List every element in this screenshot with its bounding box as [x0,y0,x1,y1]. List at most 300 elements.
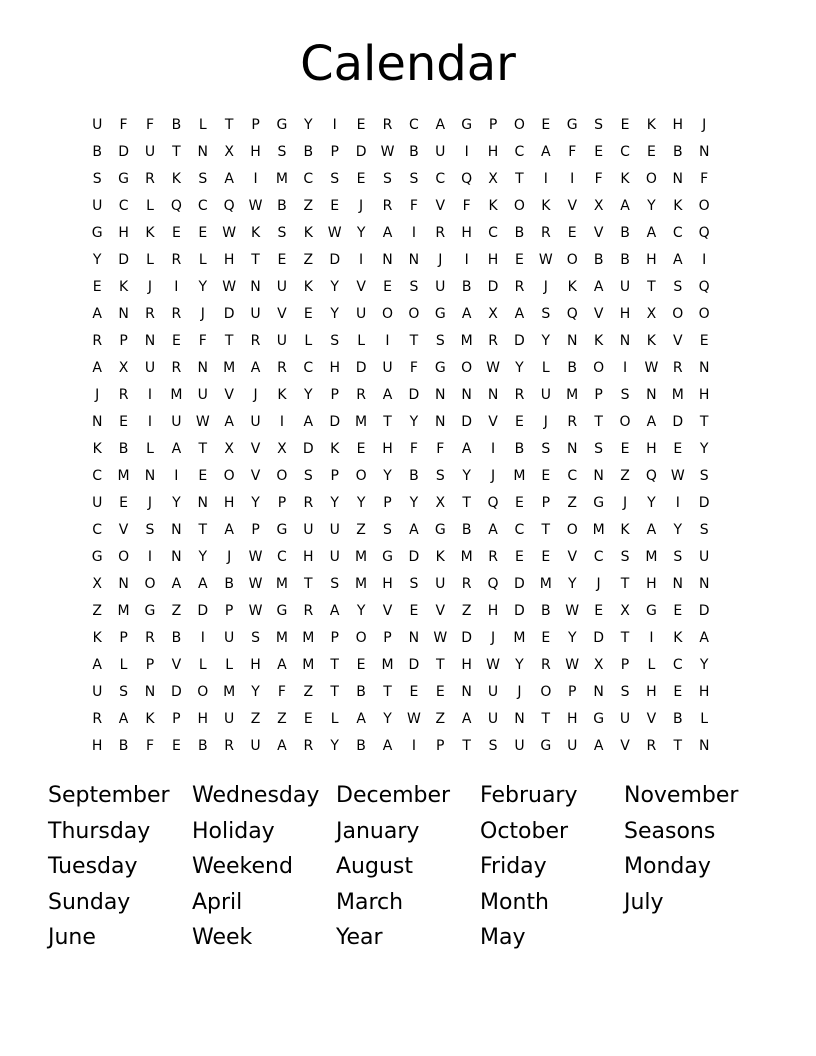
grid-letter[interactable]: Q [487,495,499,511]
grid-letter[interactable]: Y [304,387,313,403]
grid-letter[interactable]: A [461,306,472,322]
grid-letter[interactable]: I [200,630,205,646]
grid-letter[interactable]: S [594,117,604,133]
grid-letter[interactable]: H [619,306,631,322]
grid-letter[interactable]: O [619,414,631,430]
grid-letter[interactable]: V [356,279,366,295]
grid-letter[interactable]: K [488,198,498,214]
grid-letter[interactable]: K [250,225,261,241]
grid-letter[interactable]: F [409,360,418,376]
grid-letter[interactable]: W [248,549,263,565]
grid-letter[interactable]: P [119,630,128,646]
grid-letter[interactable]: F [568,144,577,160]
grid-letter[interactable]: D [698,603,710,619]
grid-letter[interactable]: V [382,603,393,619]
grid-letter[interactable]: K [118,279,129,295]
grid-letter[interactable]: B [514,441,525,457]
grid-letter[interactable]: R [514,387,525,403]
grid-letter[interactable]: R [382,198,393,214]
grid-letter[interactable]: A [92,306,102,322]
grid-letter[interactable]: O [513,117,525,133]
grid-letter[interactable]: N [91,414,103,430]
grid-letter[interactable]: G [91,549,103,565]
grid-letter[interactable]: T [515,171,524,187]
grid-letter[interactable]: H [646,252,657,268]
grid-letter[interactable]: P [620,657,630,673]
grid-letter[interactable]: N [461,387,472,403]
grid-letter[interactable]: B [461,522,472,538]
grid-letter[interactable]: D [672,414,684,430]
grid-letter[interactable]: W [222,225,237,241]
grid-letter[interactable]: U [619,711,631,727]
grid-letter[interactable]: O [355,468,367,484]
grid-letter[interactable]: N [197,360,208,376]
grid-letter[interactable]: N [593,468,604,484]
grid-letter[interactable]: S [673,549,683,565]
grid-letter[interactable]: N [514,711,525,727]
grid-letter[interactable]: M [355,549,368,565]
grid-letter[interactable]: M [460,333,473,349]
grid-letter[interactable]: M [671,387,684,403]
grid-letter[interactable]: E [171,225,181,241]
grid-letter[interactable]: S [92,171,102,187]
grid-letter[interactable]: U [329,549,340,565]
grid-letter[interactable]: H [197,711,209,727]
grid-letter[interactable]: J [490,468,496,484]
grid-letter[interactable]: B [672,144,683,160]
grid-letter[interactable]: S [699,468,709,484]
grid-letter[interactable]: A [461,441,472,457]
grid-letter[interactable]: D [593,630,604,646]
grid-letter[interactable]: I [385,333,390,349]
grid-letter[interactable]: A [646,414,657,430]
grid-letter[interactable]: D [302,441,314,457]
grid-letter[interactable]: Y [383,468,392,484]
grid-letter[interactable]: C [92,468,103,484]
grid-letter[interactable]: H [91,738,103,754]
grid-letter[interactable]: N [118,576,129,592]
grid-letter[interactable]: K [541,198,551,214]
grid-letter[interactable]: B [171,630,182,646]
grid-letter[interactable]: V [250,468,261,484]
grid-letter[interactable]: R [672,360,683,376]
grid-letter[interactable]: V [593,225,604,241]
grid-letter[interactable]: Y [356,603,366,619]
grid-letter[interactable]: F [436,441,445,457]
grid-letter[interactable]: A [277,738,287,754]
grid-letter[interactable]: U [250,414,261,430]
grid-letter[interactable]: A [224,414,234,430]
grid-letter[interactable]: T [304,576,313,592]
grid-letter[interactable]: E [277,252,287,268]
grid-letter[interactable]: C [197,198,208,214]
grid-letter[interactable]: M [381,657,394,673]
grid-letter[interactable]: P [145,657,155,673]
grid-letter[interactable]: R [171,306,182,322]
grid-letter[interactable]: N [698,360,710,376]
grid-letter[interactable]: O [144,576,156,592]
grid-letter[interactable]: O [197,684,209,700]
grid-letter[interactable]: V [673,333,683,349]
grid-letter[interactable]: T [224,117,234,133]
grid-letter[interactable]: P [119,333,128,349]
grid-letter[interactable]: A [224,171,234,187]
grid-letter[interactable]: N [144,468,156,484]
grid-letter[interactable]: T [594,414,603,430]
grid-letter[interactable]: E [673,603,683,619]
grid-letter[interactable]: E [567,225,577,241]
grid-letter[interactable]: V [488,414,498,430]
grid-letter[interactable]: P [330,387,339,403]
grid-letter[interactable]: J [702,117,707,133]
grid-letter[interactable]: B [277,198,287,214]
grid-letter[interactable]: Y [567,576,577,592]
grid-letter[interactable]: D [487,279,499,295]
grid-letter[interactable]: U [250,306,261,322]
grid-letter[interactable]: H [566,711,578,727]
grid-letter[interactable]: V [118,522,129,538]
grid-letter[interactable]: C [488,225,498,241]
grid-letter[interactable]: Y [673,522,683,538]
grid-letter[interactable]: L [146,198,154,214]
grid-letter[interactable]: Y [330,738,339,754]
grid-letter[interactable]: S [409,576,419,592]
grid-letter[interactable]: V [171,657,182,673]
grid-letter[interactable]: T [647,279,656,295]
grid-letter[interactable]: F [462,198,471,214]
grid-letter[interactable]: W [222,279,237,295]
grid-letter[interactable]: H [223,495,235,511]
grid-letter[interactable]: M [460,549,473,565]
grid-letter[interactable]: E [699,333,709,349]
grid-letter[interactable]: G [593,495,605,511]
grid-letter[interactable]: N [250,279,261,295]
grid-letter[interactable]: P [172,711,181,727]
grid-letter[interactable]: U [435,279,446,295]
grid-letter[interactable]: M [513,468,526,484]
grid-letter[interactable]: K [646,333,656,349]
grid-letter[interactable]: A [541,144,551,160]
grid-letter[interactable]: Y [304,117,313,133]
grid-letter[interactable]: B [118,441,129,457]
grid-letter[interactable]: Z [277,711,287,727]
grid-letter[interactable]: T [172,144,181,160]
grid-letter[interactable]: E [515,252,524,268]
grid-letter[interactable]: Q [698,225,710,241]
grid-letter[interactable]: Y [356,495,366,511]
grid-letter[interactable]: M [592,522,605,538]
grid-letter[interactable]: M [302,657,315,673]
grid-letter[interactable]: L [146,252,154,268]
grid-letter[interactable]: B [461,279,472,295]
grid-letter[interactable]: B [541,603,551,619]
grid-letter[interactable]: H [646,441,657,457]
grid-letter[interactable]: M [223,684,236,700]
grid-letter[interactable]: S [541,441,551,457]
grid-letter[interactable]: X [224,441,234,457]
grid-letter[interactable]: N [197,144,208,160]
grid-letter[interactable]: I [332,117,337,133]
grid-letter[interactable]: Y [699,441,709,457]
grid-letter[interactable]: P [541,495,551,511]
grid-letter[interactable]: S [251,630,260,646]
grid-letter[interactable]: G [540,738,552,754]
grid-letter[interactable]: S [303,468,313,484]
grid-letter[interactable]: Z [92,603,102,619]
grid-letter[interactable]: J [543,279,548,295]
grid-letter[interactable]: A [699,630,709,646]
grid-letter[interactable]: P [383,495,392,511]
grid-letter[interactable]: S [620,387,630,403]
grid-letter[interactable]: D [514,576,525,592]
grid-letter[interactable]: J [227,549,232,565]
grid-letter[interactable]: C [593,549,604,565]
grid-letter[interactable]: U [540,387,551,403]
grid-letter[interactable]: D [514,603,525,619]
grid-letter[interactable]: U [92,198,103,214]
grid-letter[interactable]: J [622,495,628,511]
grid-letter[interactable]: A [514,306,525,322]
grid-letter[interactable]: P [251,117,260,133]
grid-letter[interactable]: N [435,414,446,430]
grid-letter[interactable]: P [568,684,577,700]
grid-letter[interactable]: U [144,144,156,160]
grid-letter[interactable]: G [461,117,473,133]
grid-letter[interactable]: N [698,144,710,160]
grid-letter[interactable]: H [118,225,129,241]
grid-letter[interactable]: V [250,441,261,457]
grid-letter[interactable]: C [303,360,314,376]
grid-letter[interactable]: T [198,522,208,538]
grid-letter[interactable]: B [356,684,366,700]
grid-letter[interactable]: P [330,144,339,160]
grid-letter[interactable]: I [411,738,416,754]
grid-letter[interactable]: S [673,279,683,295]
grid-letter[interactable]: A [197,576,208,592]
grid-letter[interactable]: V [277,306,287,322]
grid-letter[interactable]: A [171,441,182,457]
grid-letter[interactable]: U [197,387,208,403]
grid-letter[interactable]: X [620,603,630,619]
grid-letter[interactable]: Y [198,279,208,295]
grid-letter[interactable]: W [248,576,263,592]
grid-letter[interactable]: A [593,279,604,295]
grid-letter[interactable]: G [434,306,446,322]
grid-letter[interactable]: Z [356,522,366,538]
grid-letter[interactable]: N [698,738,710,754]
grid-letter[interactable]: P [436,738,445,754]
grid-letter[interactable]: C [672,657,683,673]
grid-letter[interactable]: H [223,252,235,268]
grid-letter[interactable]: O [461,360,473,376]
grid-letter[interactable]: E [198,468,208,484]
grid-letter[interactable]: H [250,657,261,673]
grid-letter[interactable]: K [435,549,445,565]
grid-letter[interactable]: E [356,117,366,133]
grid-letter[interactable]: V [567,549,578,565]
grid-letter[interactable]: D [223,306,235,322]
grid-letter[interactable]: G [118,171,130,187]
grid-letter[interactable]: J [95,387,100,403]
grid-letter[interactable]: U [303,522,314,538]
grid-letter[interactable]: C [567,468,578,484]
grid-letter[interactable]: P [330,630,339,646]
grid-letter[interactable]: L [198,252,207,268]
grid-letter[interactable]: G [276,603,288,619]
grid-letter[interactable]: P [594,387,603,403]
grid-letter[interactable]: E [409,603,419,619]
grid-letter[interactable]: Q [487,576,499,592]
grid-letter[interactable]: Z [435,711,446,727]
grid-letter[interactable]: B [171,117,182,133]
grid-letter[interactable]: A [646,225,657,241]
grid-letter[interactable]: E [541,630,551,646]
grid-letter[interactable]: A [461,711,472,727]
grid-letter[interactable]: D [197,603,209,619]
grid-letter[interactable]: W [538,252,553,268]
grid-letter[interactable]: O [408,306,420,322]
grid-letter[interactable]: A [356,711,366,727]
grid-letter[interactable]: N [382,252,393,268]
grid-letter[interactable]: R [145,171,155,187]
grid-letter[interactable]: W [565,657,580,673]
grid-letter[interactable]: S [330,333,340,349]
grid-letter[interactable]: U [171,414,182,430]
grid-letter[interactable]: I [543,171,548,187]
grid-letter[interactable]: W [327,225,342,241]
grid-letter[interactable]: F [145,117,154,133]
grid-letter[interactable]: K [673,630,683,646]
grid-letter[interactable]: O [540,684,552,700]
grid-letter[interactable]: R [118,387,129,403]
grid-letter[interactable]: K [673,198,683,214]
grid-letter[interactable]: D [461,414,473,430]
grid-letter[interactable]: H [698,387,710,403]
grid-letter[interactable]: Y [699,657,709,673]
grid-letter[interactable]: D [408,387,420,403]
grid-letter[interactable]: C [118,198,129,214]
grid-letter[interactable]: V [593,306,604,322]
grid-letter[interactable]: B [118,738,129,754]
grid-letter[interactable]: U [92,684,103,700]
grid-letter[interactable]: M [275,630,288,646]
grid-letter[interactable]: S [620,549,630,565]
grid-letter[interactable]: E [594,144,604,160]
grid-letter[interactable]: D [329,252,341,268]
grid-letter[interactable]: H [250,144,261,160]
grid-letter[interactable]: O [566,522,578,538]
grid-letter[interactable]: C [672,225,683,241]
grid-letter[interactable]: T [383,414,392,430]
grid-letter[interactable]: B [409,144,419,160]
grid-letter[interactable]: E [198,225,208,241]
grid-letter[interactable]: C [514,144,525,160]
grid-letter[interactable]: R [514,279,525,295]
grid-letter[interactable]: J [253,387,258,403]
grid-letter[interactable]: A [435,117,446,133]
grid-letter[interactable]: U [514,738,525,754]
grid-letter[interactable]: L [541,360,550,376]
grid-letter[interactable]: I [147,414,153,430]
grid-letter[interactable]: R [303,738,314,754]
grid-letter[interactable]: E [515,549,524,565]
grid-letter[interactable]: B [303,144,314,160]
grid-letter[interactable]: S [277,225,287,241]
grid-letter[interactable]: R [540,225,551,241]
grid-letter[interactable]: T [541,711,551,727]
grid-letter[interactable]: S [699,522,709,538]
grid-letter[interactable]: Y [92,252,102,268]
grid-letter[interactable]: S [119,684,129,700]
grid-letter[interactable]: R [567,414,578,430]
grid-letter[interactable]: Y [198,549,208,565]
grid-letter[interactable]: P [277,495,287,511]
grid-letter[interactable]: E [673,441,683,457]
grid-letter[interactable]: I [147,387,153,403]
grid-letter[interactable]: A [382,738,393,754]
grid-letter[interactable]: B [514,225,525,241]
grid-letter[interactable]: V [224,387,234,403]
grid-letter[interactable]: L [330,711,339,727]
grid-letter[interactable]: T [462,738,471,754]
grid-letter[interactable]: N [144,333,156,349]
grid-letter[interactable]: C [303,171,314,187]
grid-letter[interactable]: O [276,468,288,484]
grid-letter[interactable]: A [673,252,683,268]
grid-letter[interactable]: S [488,738,498,754]
grid-letter[interactable]: S [435,468,445,484]
grid-letter[interactable]: C [92,522,103,538]
grid-letter[interactable]: I [279,414,284,430]
grid-letter[interactable]: G [276,522,288,538]
grid-letter[interactable]: O [566,252,578,268]
grid-letter[interactable]: W [486,360,500,376]
grid-letter[interactable]: W [248,603,263,619]
grid-letter[interactable]: R [435,225,446,241]
grid-letter[interactable]: N [408,252,420,268]
grid-letter[interactable]: E [541,468,551,484]
grid-letter[interactable]: B [224,576,234,592]
grid-letter[interactable]: U [487,711,499,727]
grid-letter[interactable]: Z [461,603,472,619]
grid-letter[interactable]: J [490,630,496,646]
grid-letter[interactable]: H [698,684,710,700]
grid-letter[interactable]: L [647,657,656,673]
grid-letter[interactable]: M [302,630,315,646]
grid-letter[interactable]: B [593,252,604,268]
grid-letter[interactable]: Z [250,711,261,727]
grid-letter[interactable]: X [92,576,102,592]
grid-letter[interactable]: U [224,630,235,646]
grid-letter[interactable]: U [619,279,631,295]
grid-letter[interactable]: K [594,333,604,349]
grid-letter[interactable]: R [303,603,314,619]
grid-letter[interactable]: N [619,333,631,349]
grid-letter[interactable]: U [567,738,578,754]
grid-letter[interactable]: G [276,117,288,133]
grid-letter[interactable]: T [330,657,339,673]
grid-letter[interactable]: E [620,441,630,457]
grid-letter[interactable]: I [490,441,496,457]
grid-letter[interactable]: F [277,684,286,700]
grid-letter[interactable]: T [620,576,630,592]
grid-letter[interactable]: H [487,603,499,619]
grid-letter[interactable]: N [435,387,446,403]
grid-letter[interactable]: E [646,144,656,160]
grid-letter[interactable]: U [435,576,446,592]
grid-letter[interactable]: J [359,198,364,214]
grid-letter[interactable]: H [461,225,472,241]
